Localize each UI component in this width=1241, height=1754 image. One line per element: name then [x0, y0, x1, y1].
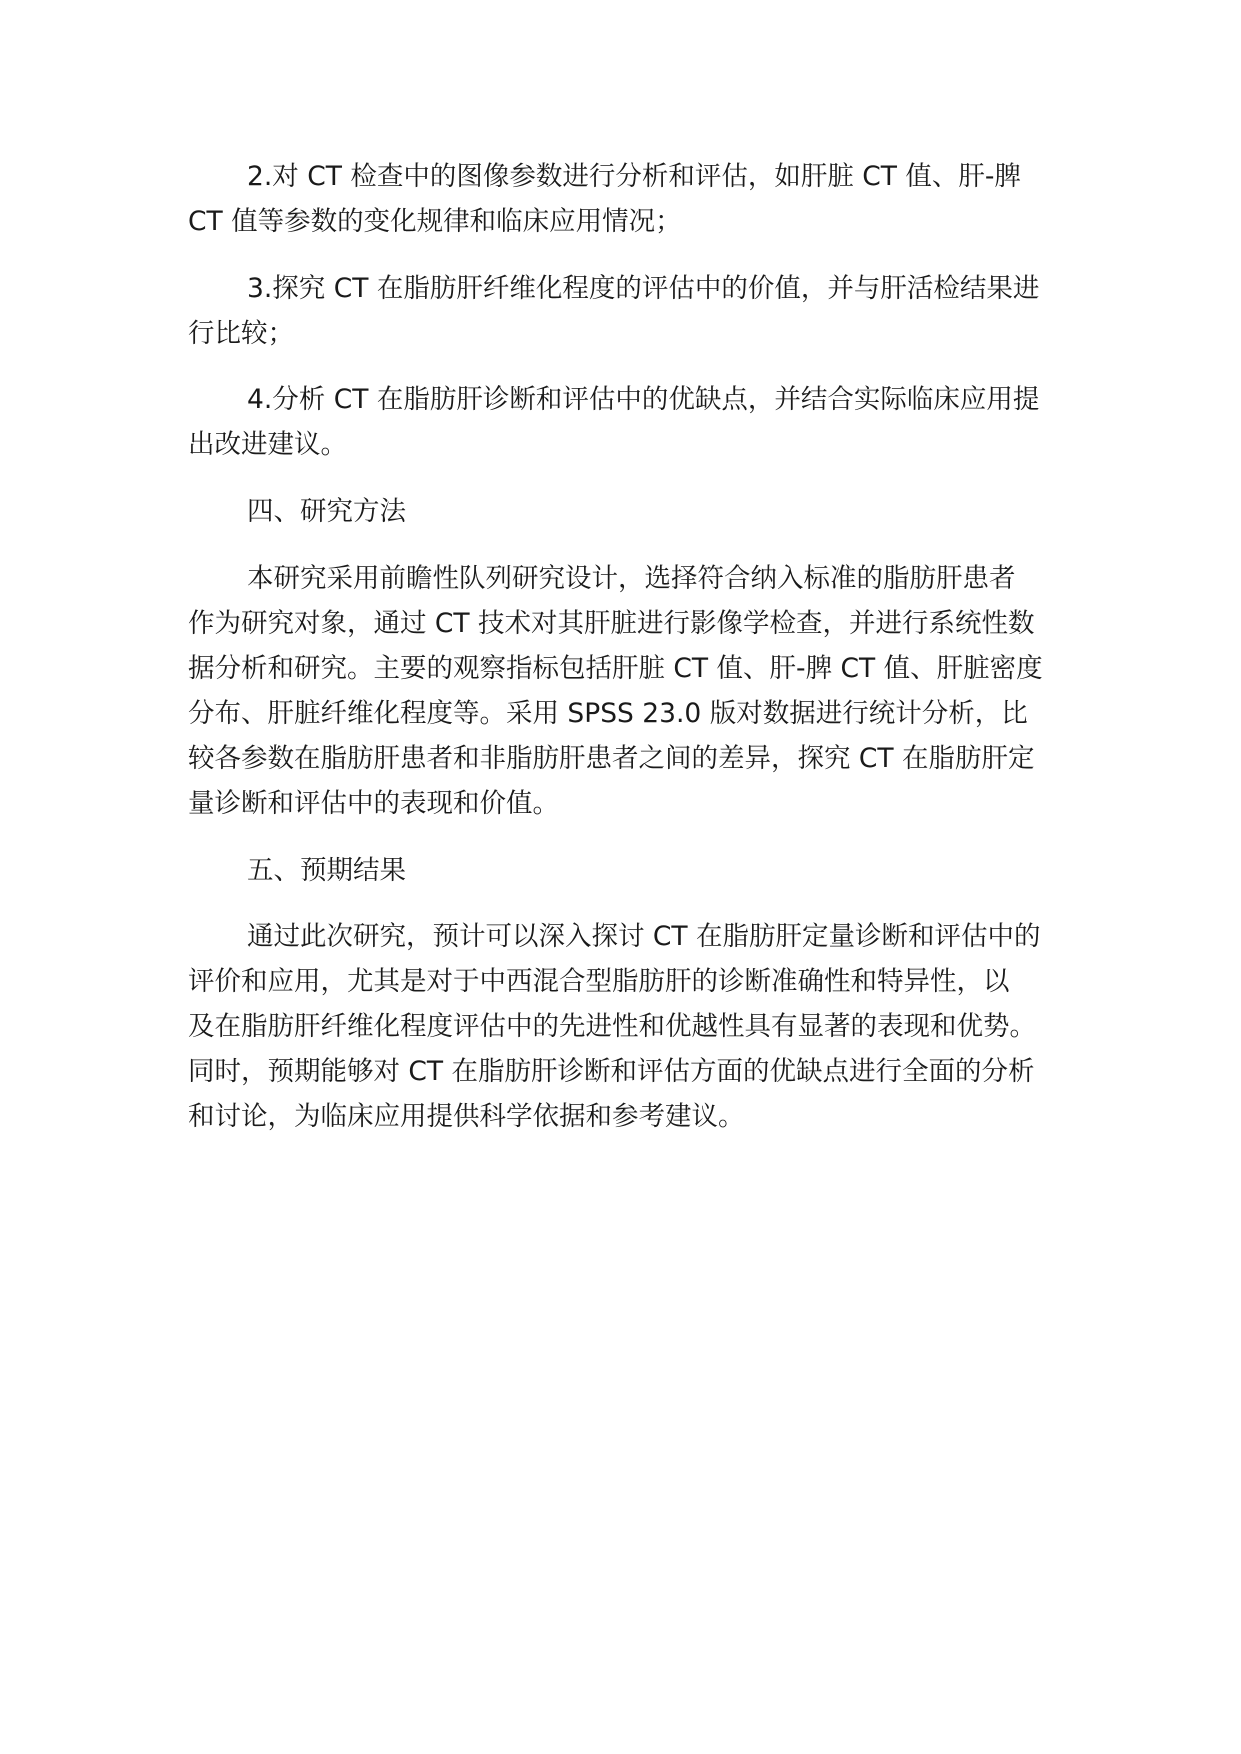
section-heading-methods: 四、研究方法 — [247, 496, 406, 527]
results-line-4: 同时，预期能够对 CT 在脂肪肝诊断和评估方面的优缺点进行全面的分析 — [188, 1056, 1035, 1087]
results-line-5: 和讨论，为临床应用提供科学依据和参考建议。 — [188, 1101, 745, 1132]
results-line-3: 及在脂肪肝纤维化程度评估中的先进性和优越性具有显著的表现和优势。 — [188, 1011, 1036, 1042]
goal-4-line-2: 出改进建议。 — [188, 429, 347, 460]
methods-line-6: 量诊断和评估中的表现和价值。 — [188, 788, 559, 819]
methods-line-5: 较各参数在脂肪肝患者和非脂肪肝患者之间的差异，探究 CT 在脂肪肝定 — [188, 743, 1035, 774]
results-line-1: 通过此次研究，预计可以深入探讨 CT 在脂肪肝定量诊断和评估中的 — [247, 921, 1041, 952]
goal-4-line-1: 4.分析 CT 在脂肪肝诊断和评估中的优缺点，并结合实际临床应用提 — [247, 384, 1040, 415]
goal-2-line-1: 2.对 CT 检查中的图像参数进行分析和评估，如肝脏 CT 值、肝-脾 — [247, 161, 1021, 192]
goal-3-line-2: 行比较； — [188, 318, 294, 349]
section-heading-expected-results: 五、预期结果 — [247, 855, 406, 886]
methods-line-2: 作为研究对象，通过 CT 技术对其肝脏进行影像学检查，并进行系统性数 — [188, 608, 1035, 639]
results-line-2: 评价和应用，尤其是对于中西混合型脂肪肝的诊断准确性和特异性，以 — [188, 966, 1010, 997]
methods-line-1: 本研究采用前瞻性队列研究设计，选择符合纳入标准的脂肪肝患者 — [247, 563, 1016, 594]
goal-2-line-2: CT 值等参数的变化规律和临床应用情况； — [188, 206, 682, 237]
goal-3-line-1: 3.探究 CT 在脂肪肝纤维化程度的评估中的价值，并与肝活检结果进 — [247, 273, 1040, 304]
methods-line-3: 据分析和研究。主要的观察指标包括肝脏 CT 值、肝-脾 CT 值、肝脏密度 — [188, 653, 1043, 684]
methods-line-4: 分布、肝脏纤维化程度等。采用 SPSS 23.0 版对数据进行统计分析，比 — [188, 698, 1028, 729]
